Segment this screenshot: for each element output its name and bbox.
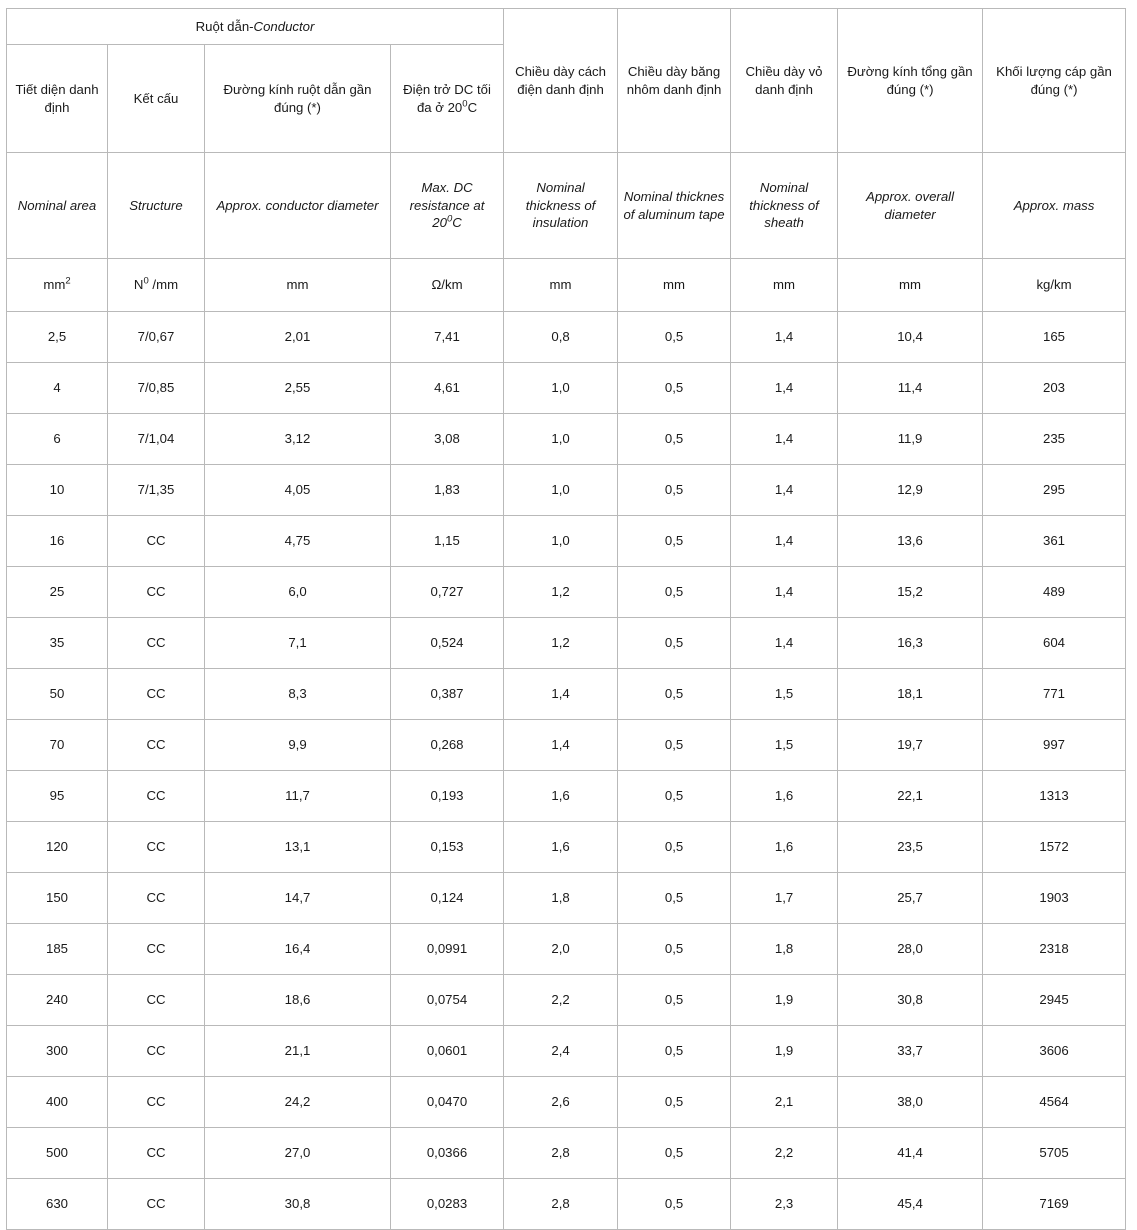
- table-cell: 13,6: [838, 516, 983, 567]
- table-cell: 7/0,85: [108, 363, 205, 414]
- table-cell: 0,5: [618, 1026, 731, 1077]
- table-cell: 150: [7, 873, 108, 924]
- table-cell: 6,0: [205, 567, 391, 618]
- table-cell: 23,5: [838, 822, 983, 873]
- table-cell: 0,5: [618, 1179, 731, 1230]
- table-cell: 16,3: [838, 618, 983, 669]
- table-cell: 2,5: [7, 312, 108, 363]
- header-row-units: [7, 259, 1126, 312]
- table-cell: 25,7: [838, 873, 983, 924]
- table-cell: 0,5: [618, 1077, 731, 1128]
- table-cell: 13,1: [205, 822, 391, 873]
- table-cell: 28,0: [838, 924, 983, 975]
- table-cell: 1,0: [504, 414, 618, 465]
- table-cell: CC: [108, 771, 205, 822]
- table-cell: 0,268: [391, 720, 504, 771]
- table-cell: CC: [108, 1128, 205, 1179]
- table-cell: 1903: [983, 873, 1126, 924]
- header-en-mass: Approx. mass: [983, 153, 1126, 259]
- table-cell: 0,387: [391, 669, 504, 720]
- unit-conductor-diameter: mm: [205, 259, 391, 312]
- table-row: [7, 618, 1126, 669]
- table-row: [7, 873, 1126, 924]
- table-cell: 4,05: [205, 465, 391, 516]
- table-cell: CC: [108, 1179, 205, 1230]
- table-cell: 30,8: [838, 975, 983, 1026]
- table-cell: 5705: [983, 1128, 1126, 1179]
- table-cell: 1313: [983, 771, 1126, 822]
- table-cell: 24,2: [205, 1077, 391, 1128]
- header-conductor-group-vi: Ruột dẫn-: [195, 18, 254, 34]
- cable-specification-table: [6, 8, 1126, 1230]
- table-cell: 361: [983, 516, 1126, 567]
- table-cell: 95: [7, 771, 108, 822]
- table-cell: 0,727: [391, 567, 504, 618]
- table-cell: 2,1: [731, 1077, 838, 1128]
- table-row: [7, 1026, 1126, 1077]
- table-cell: 1,9: [731, 1026, 838, 1077]
- table-cell: 25: [7, 567, 108, 618]
- table-cell: 295: [983, 465, 1126, 516]
- table-cell: 2,2: [504, 975, 618, 1026]
- table-cell: 1,15: [391, 516, 504, 567]
- header-en-insulation-thickness: Nominal thickness of insulation: [504, 153, 618, 259]
- table-cell: 4,75: [205, 516, 391, 567]
- table-cell: 11,7: [205, 771, 391, 822]
- table-cell: 2,6: [504, 1077, 618, 1128]
- table-cell: 489: [983, 567, 1126, 618]
- table-cell: CC: [108, 1026, 205, 1077]
- table-cell: CC: [108, 720, 205, 771]
- table-cell: 35: [7, 618, 108, 669]
- table-row: [7, 720, 1126, 771]
- table-row: [7, 363, 1126, 414]
- table-cell: 3606: [983, 1026, 1126, 1077]
- table-cell: 22,1: [838, 771, 983, 822]
- header-en-dc-resistance: Max. DC resistance at $20^0C$: [391, 153, 504, 259]
- table-cell: CC: [108, 1077, 205, 1128]
- table-cell: 41,4: [838, 1128, 983, 1179]
- table-cell: 21,1: [205, 1026, 391, 1077]
- table-row: [7, 1128, 1126, 1179]
- table-cell: 0,5: [618, 720, 731, 771]
- table-row: [7, 567, 1126, 618]
- table-cell: 38,0: [838, 1077, 983, 1128]
- table-cell: 1,6: [504, 822, 618, 873]
- header-vi-sheath-thickness: Chiều dày vỏ danh định: [731, 9, 838, 153]
- table-cell: 0,5: [618, 618, 731, 669]
- table-cell: 1,8: [504, 873, 618, 924]
- header-conductor-group-en: Conductor: [253, 18, 315, 34]
- table-row: [7, 975, 1126, 1026]
- table-cell: 0,5: [618, 363, 731, 414]
- table-cell: 7/0,67: [108, 312, 205, 363]
- table-cell: 2,8: [504, 1179, 618, 1230]
- table-cell: 0,5: [618, 516, 731, 567]
- table-cell: 1,0: [504, 465, 618, 516]
- table-cell: 1,5: [731, 720, 838, 771]
- table-cell: 1,0: [504, 363, 618, 414]
- table-cell: 19,7: [838, 720, 983, 771]
- header-vi-structure: Kết cấu: [108, 45, 205, 153]
- table-cell: 1,4: [731, 312, 838, 363]
- table-cell: 7/1,04: [108, 414, 205, 465]
- table-cell: 300: [7, 1026, 108, 1077]
- table-cell: 11,9: [838, 414, 983, 465]
- table-cell: 0,0991: [391, 924, 504, 975]
- table-cell: 30,8: [205, 1179, 391, 1230]
- table-cell: 3,12: [205, 414, 391, 465]
- table-cell: 27,0: [205, 1128, 391, 1179]
- table-cell: 45,4: [838, 1179, 983, 1230]
- table-cell: 1,4: [731, 363, 838, 414]
- table-cell: 0,0366: [391, 1128, 504, 1179]
- table-cell: 0,524: [391, 618, 504, 669]
- table-row: [7, 312, 1126, 363]
- table-cell: 400: [7, 1077, 108, 1128]
- table-cell: 0,5: [618, 1128, 731, 1179]
- table-cell: 0,0283: [391, 1179, 504, 1230]
- table-cell: 203: [983, 363, 1126, 414]
- table-cell: 1,4: [504, 669, 618, 720]
- header-en-sheath-thickness: Nominal thickness of sheath: [731, 153, 838, 259]
- table-cell: 3,08: [391, 414, 504, 465]
- table-cell: 1,6: [731, 771, 838, 822]
- header-en-conductor-diameter: Approx. conductor diameter: [205, 153, 391, 259]
- table-cell: 1,6: [731, 822, 838, 873]
- table-cell: 33,7: [838, 1026, 983, 1077]
- table-cell: 0,5: [618, 873, 731, 924]
- table-cell: 2,55: [205, 363, 391, 414]
- table-cell: 16: [7, 516, 108, 567]
- table-cell: 0,5: [618, 771, 731, 822]
- table-cell: 2,2: [731, 1128, 838, 1179]
- table-cell: 2,01: [205, 312, 391, 363]
- table-cell: 0,5: [618, 567, 731, 618]
- header-vi-insulation-thickness: Chiều dày cách điện danh định: [504, 9, 618, 153]
- table-cell: 0,0601: [391, 1026, 504, 1077]
- table-cell: 2318: [983, 924, 1126, 975]
- table-cell: 1,4: [731, 465, 838, 516]
- table-cell: 500: [7, 1128, 108, 1179]
- table-cell: 4,61: [391, 363, 504, 414]
- table-cell: 4: [7, 363, 108, 414]
- table-row: [7, 669, 1126, 720]
- table-cell: 18,6: [205, 975, 391, 1026]
- table-row: [7, 771, 1126, 822]
- table-cell: CC: [108, 618, 205, 669]
- table-cell: CC: [108, 873, 205, 924]
- header-conductor-group: [7, 9, 504, 45]
- table-cell: 0,124: [391, 873, 504, 924]
- table-cell: 1,0: [504, 516, 618, 567]
- table-cell: 0,5: [618, 669, 731, 720]
- table-cell: 0,0754: [391, 975, 504, 1026]
- table-cell: 0,5: [618, 975, 731, 1026]
- table-cell: 997: [983, 720, 1126, 771]
- table-cell: 1,4: [731, 516, 838, 567]
- unit-aluminum-tape-thickness: mm: [618, 259, 731, 312]
- table-cell: CC: [108, 924, 205, 975]
- table-cell: 7,1: [205, 618, 391, 669]
- table-cell: 1,4: [731, 618, 838, 669]
- unit-overall-diameter: mm: [838, 259, 983, 312]
- table-row: [7, 822, 1126, 873]
- table-cell: 16,4: [205, 924, 391, 975]
- table-cell: 7169: [983, 1179, 1126, 1230]
- table-cell: 1,8: [731, 924, 838, 975]
- table-cell: 70: [7, 720, 108, 771]
- table-row: [7, 1179, 1126, 1230]
- unit-mass: kg/km: [983, 259, 1126, 312]
- table-cell: 18,1: [838, 669, 983, 720]
- table-cell: 0,0470: [391, 1077, 504, 1128]
- table-cell: 2,8: [504, 1128, 618, 1179]
- table-cell: 7,41: [391, 312, 504, 363]
- table-cell: 235: [983, 414, 1126, 465]
- table-cell: CC: [108, 669, 205, 720]
- table-cell: 6: [7, 414, 108, 465]
- table-cell: 10: [7, 465, 108, 516]
- header-row-english: [7, 153, 1126, 259]
- header-vi-nominal-area: Tiết diện danh định: [7, 45, 108, 153]
- table-cell: 10,4: [838, 312, 983, 363]
- table-cell: 1,4: [504, 720, 618, 771]
- table-row: [7, 516, 1126, 567]
- header-en-overall-diameter: Approx. overall diameter: [838, 153, 983, 259]
- table-cell: 1572: [983, 822, 1126, 873]
- table-cell: 0,153: [391, 822, 504, 873]
- header-vi-overall-diameter: Đường kính tổng gần đúng (*): [838, 9, 983, 153]
- table-cell: 12,9: [838, 465, 983, 516]
- table-cell: 4564: [983, 1077, 1126, 1128]
- table-cell: 1,9: [731, 975, 838, 1026]
- table-row: [7, 1077, 1126, 1128]
- table-cell: 1,7: [731, 873, 838, 924]
- unit-structure: $N^0$ /mm: [108, 259, 205, 312]
- table-cell: 2,4: [504, 1026, 618, 1077]
- header-vi-aluminum-tape-thickness: Chiều dày băng nhôm danh định: [618, 9, 731, 153]
- table-cell: 7/1,35: [108, 465, 205, 516]
- table-cell: 9,9: [205, 720, 391, 771]
- table-cell: 1,83: [391, 465, 504, 516]
- header-en-nominal-area: Nominal area: [7, 153, 108, 259]
- table-cell: 0,5: [618, 312, 731, 363]
- unit-nominal-area: $mm^2$: [7, 259, 108, 312]
- table-cell: 185: [7, 924, 108, 975]
- table-cell: 1,4: [731, 414, 838, 465]
- header-vi-conductor-diameter: Đường kính ruột dẫn gần đúng (*): [205, 45, 391, 153]
- table-row: [7, 465, 1126, 516]
- header-vi-dc-resistance: Điện trở DC tối đa ở $20^0C$: [391, 45, 504, 153]
- table-cell: 2,0: [504, 924, 618, 975]
- table-cell: 8,3: [205, 669, 391, 720]
- table-row: [7, 414, 1126, 465]
- table-cell: 1,2: [504, 618, 618, 669]
- table-cell: CC: [108, 567, 205, 618]
- table-cell: 15,2: [838, 567, 983, 618]
- header-en-aluminum-tape-thickness: Nominal thicknes of aluminum tape: [618, 153, 731, 259]
- table-cell: 0,5: [618, 924, 731, 975]
- table-cell: 1,6: [504, 771, 618, 822]
- unit-dc-resistance: Ω/km: [391, 259, 504, 312]
- table-cell: 0,8: [504, 312, 618, 363]
- table-cell: CC: [108, 975, 205, 1026]
- table-cell: 120: [7, 822, 108, 873]
- table-cell: 1,2: [504, 567, 618, 618]
- table-cell: 0,5: [618, 465, 731, 516]
- table-cell: 11,4: [838, 363, 983, 414]
- header-vi-mass: Khối lượng cáp gần đúng (*): [983, 9, 1126, 153]
- unit-insulation-thickness: mm: [504, 259, 618, 312]
- table-cell: 0,193: [391, 771, 504, 822]
- table-cell: 0,5: [618, 822, 731, 873]
- table-cell: CC: [108, 822, 205, 873]
- header-row-group: [7, 9, 1126, 45]
- table-cell: 240: [7, 975, 108, 1026]
- table-cell: 2,3: [731, 1179, 838, 1230]
- table-cell: 14,7: [205, 873, 391, 924]
- table-cell: 2945: [983, 975, 1126, 1026]
- table-cell: 0,5: [618, 414, 731, 465]
- table-cell: 1,5: [731, 669, 838, 720]
- table-cell: 604: [983, 618, 1126, 669]
- header-en-structure: Structure: [108, 153, 205, 259]
- unit-sheath-thickness: mm: [731, 259, 838, 312]
- table-cell: 165: [983, 312, 1126, 363]
- table-row: [7, 924, 1126, 975]
- table-cell: 771: [983, 669, 1126, 720]
- table-cell: CC: [108, 516, 205, 567]
- table-cell: 630: [7, 1179, 108, 1230]
- table-cell: 1,4: [731, 567, 838, 618]
- table-cell: 50: [7, 669, 108, 720]
